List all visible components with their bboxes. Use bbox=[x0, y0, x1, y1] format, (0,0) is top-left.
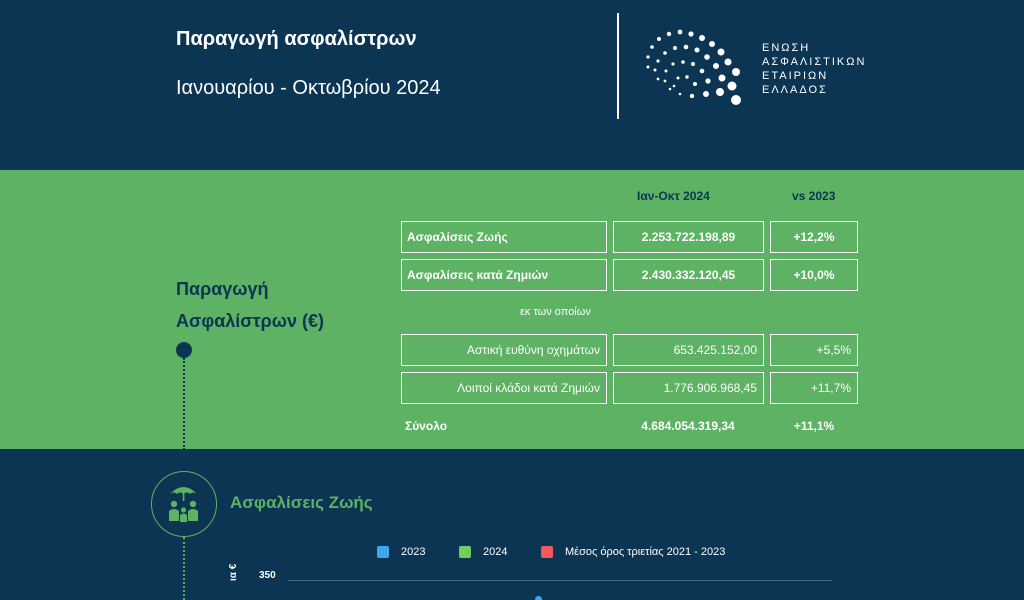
legend-swatch bbox=[377, 546, 389, 558]
column-header-period: Ιαν-Οκτ 2024 bbox=[637, 189, 710, 203]
chart-gridline bbox=[288, 580, 832, 581]
header-banner bbox=[0, 0, 1024, 170]
family-umbrella-icon bbox=[151, 471, 217, 537]
total-value: 4.684.054.319,34 bbox=[641, 419, 735, 433]
life-section bbox=[0, 449, 1024, 600]
chart-y-tick: 350 bbox=[259, 570, 276, 581]
subrow-change-other: +11,7% bbox=[770, 372, 858, 404]
legend-item-2023: 2023 bbox=[377, 546, 425, 558]
column-header-vs: vs 2023 bbox=[792, 189, 836, 203]
subrow-value-motor: 653.425.152,00 bbox=[613, 334, 764, 366]
row-label-nonlife: Ασφαλίσεις κατά Ζημιών bbox=[401, 259, 607, 291]
timeline-line-lower bbox=[183, 537, 185, 600]
total-change: +11,1% bbox=[793, 419, 835, 433]
legend-item-2024: 2024 bbox=[459, 546, 507, 558]
legend-item-average: Μέσος όρος τριετίας 2021 - 2023 bbox=[541, 546, 725, 558]
subrow-label-other: Λοιποί κλάδοι κατά Ζημιών bbox=[401, 372, 607, 404]
row-change-nonlife: +10,0% bbox=[770, 259, 858, 291]
row-change-life: +12,2% bbox=[770, 221, 858, 253]
of-which-label: εκ των οποίων bbox=[520, 306, 591, 318]
timeline-line bbox=[183, 358, 185, 450]
section-label: Παραγωγή Ασφαλίστρων (€) bbox=[176, 279, 324, 331]
subrow-label-motor: Αστική ευθύνη οχημάτων bbox=[401, 334, 607, 366]
subrow-value-other: 1.776.906.968,45 bbox=[613, 372, 764, 404]
association-logo-icon bbox=[644, 26, 744, 110]
chart-point bbox=[535, 596, 542, 600]
row-value-nonlife: 2.430.332.120,45 bbox=[613, 259, 764, 291]
page-subtitle: Ιανουαρίου - Οκτωβρίου 2024 bbox=[176, 77, 441, 99]
page-title: Παραγωγή ασφαλίστρων bbox=[176, 28, 417, 50]
total-label: Σύνολο bbox=[405, 419, 448, 433]
timeline-dot bbox=[176, 342, 192, 358]
subrow-change-motor: +5,5% bbox=[770, 334, 858, 366]
life-section-title: Ασφαλίσεις Ζωής bbox=[230, 493, 373, 512]
production-section bbox=[0, 170, 1024, 449]
association-logo-text: ΕΝΩΣΗ ΑΣΦΑΛΙΣΤΙΚΩΝ ΕΤΑΙΡΙΩΝ ΕΛΛΑΔΟΣ bbox=[762, 42, 867, 96]
legend-swatch bbox=[459, 546, 471, 558]
chart-y-axis-label: ια € bbox=[228, 563, 239, 581]
row-value-life: 2.253.722.198,89 bbox=[613, 221, 764, 253]
row-label-life: Ασφαλίσεις Ζωής bbox=[401, 221, 607, 253]
legend-swatch bbox=[541, 546, 553, 558]
header-divider bbox=[617, 13, 619, 119]
